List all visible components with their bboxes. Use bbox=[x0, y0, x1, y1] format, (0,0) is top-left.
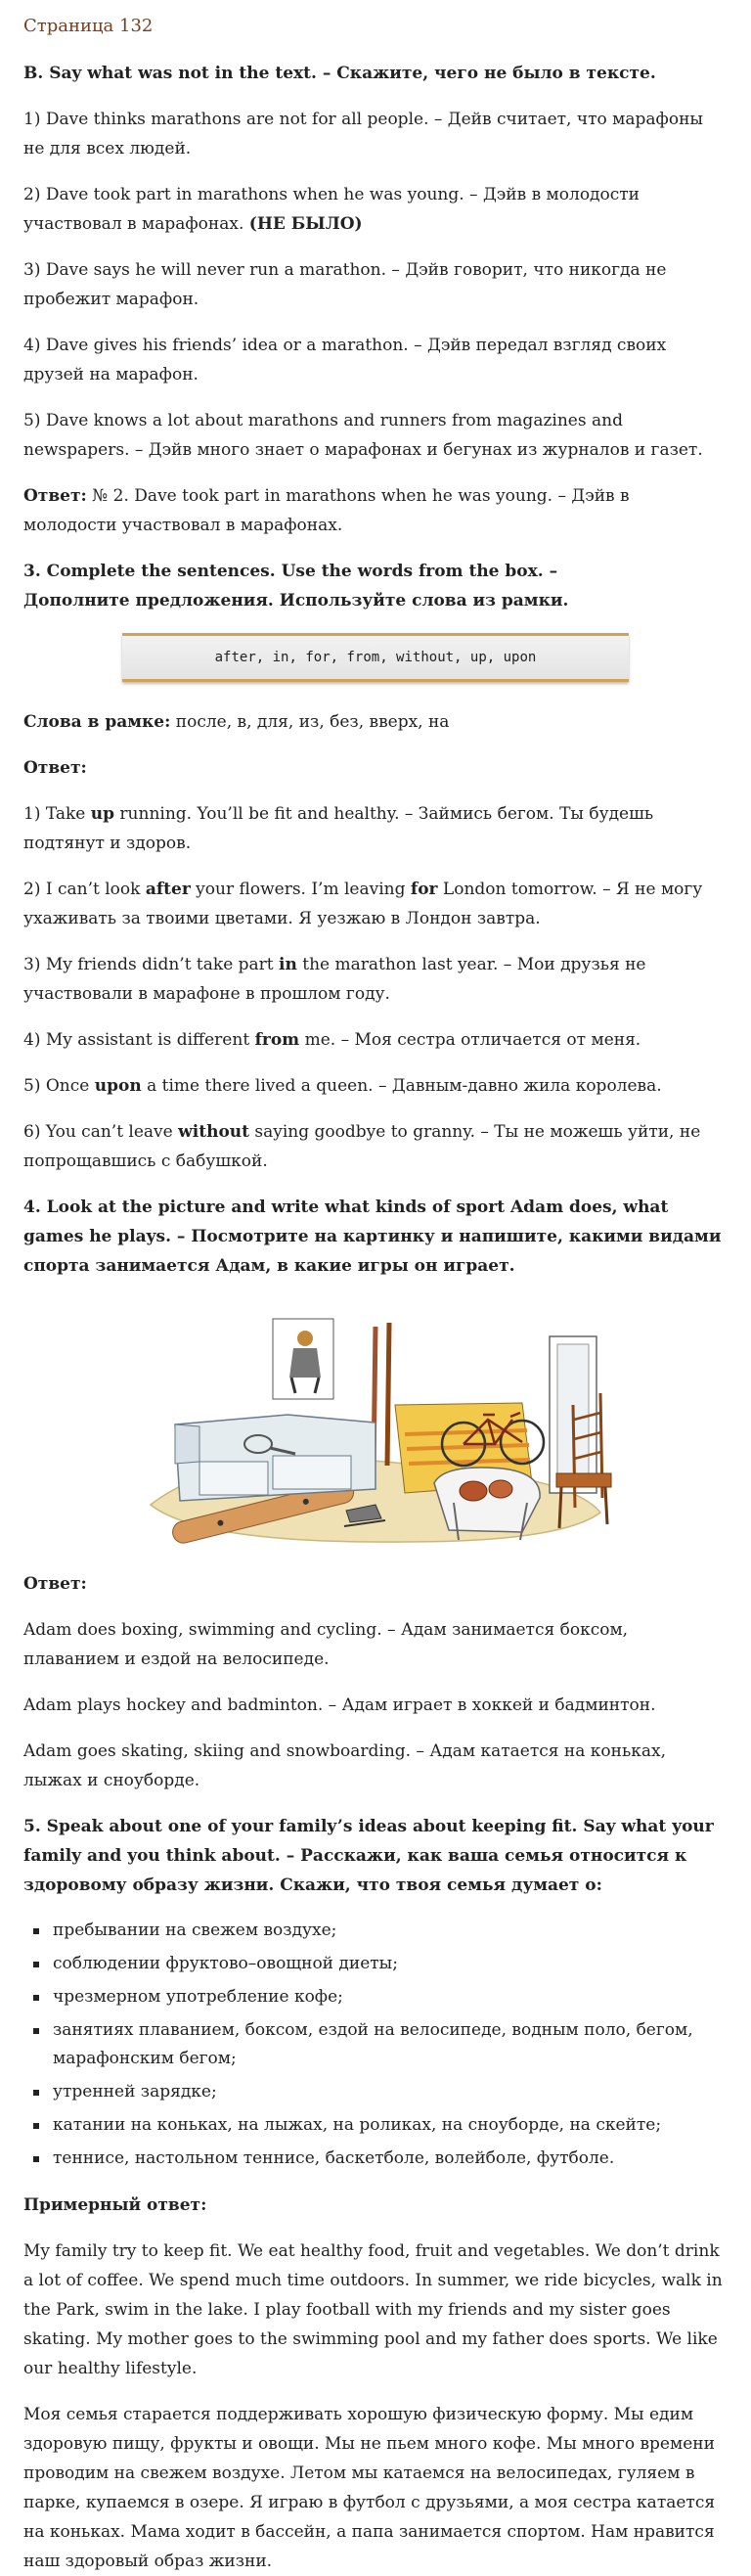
sentence-answer-word: without bbox=[178, 1122, 249, 1142]
section-3-heading bbox=[23, 557, 728, 615]
section-b-heading: B. Say what was not in the text. – Скажите, чего не было в тексте. bbox=[23, 64, 656, 83]
sentence-part: 3) My friends didn’t take part bbox=[23, 955, 280, 974]
sentence-part: 5) Once bbox=[23, 1076, 95, 1096]
sentence-answer-word: after bbox=[145, 880, 191, 899]
sentence-part: London tomorrow. – Я не могу ухаживать за твоими цветами. Я уезжаю в Лондон завтра. bbox=[23, 880, 703, 928]
section-5-heading: 5. Speak about one of your family’s ideas about keeping fit. Say what your family and you think about. – Расскажи, как ваша семья относится к здоровому образу жизни. Скажи, что твоя семья думает о: bbox=[23, 1817, 714, 1895]
section-4-heading: 4. Look at the picture and write what kinds of sport Adam does, what games he plays. – Посмотрите на картинку и напишите, какими видами спорта занимается Адам, в какие игры он играет. bbox=[23, 1198, 722, 1276]
section-b-answer-text: № 2. Dave took part in marathons when he was young. – Дэйв в молодости участвовал в марафонах. bbox=[23, 486, 630, 535]
section-5-bullet-list bbox=[23, 1917, 728, 2173]
section-b-item-2 bbox=[23, 180, 728, 239]
sentence-part: 1) Take bbox=[23, 804, 91, 824]
sentence-answer-word: upon bbox=[94, 1076, 142, 1096]
section-b-item-4: 4) Dave gives his friends’ idea or a marathon. – Дэйв передал взгляд своих друзей на марафон. bbox=[23, 336, 667, 384]
section-4-answer-label bbox=[23, 1569, 728, 1599]
sentence-5 bbox=[23, 1071, 728, 1101]
section-b-item-3: 3) Dave says he will never run a marathon. – Дэйв говорит, что никогда не пробежит марафон. bbox=[23, 260, 667, 309]
list-item: соблюдении фруктово–овощной диеты; bbox=[53, 1950, 728, 1978]
sentence-part: your flowers. I’m leaving bbox=[190, 880, 411, 899]
sample-answer-ru: Моя семья старается поддерживать хорошую физическую форму. Мы едим здоровую пищу, фрукты и овощи. Мы не пьем много кофе. Мы много времени проводим на свежем воздухе. Летом мы катаемся на велосипедах, гуляем в парке, купаемся в озере. Я играю в футбол с друзьями, а моя сестра катается на коньках. Мама ходит в бассейн, а папа занимается спортом. Нам нравится наш здоровый образ жизни. bbox=[23, 2405, 716, 2571]
section-b-item-2-text: 2) Dave took part in marathons when he was young. – Дэйв в молодости участвовал в марафонах. bbox=[23, 185, 641, 234]
section-3-answer-label bbox=[23, 753, 728, 783]
box-translation-text: после, в, для, из, без, вверх, на bbox=[170, 712, 450, 732]
box-translation bbox=[23, 707, 728, 737]
sentence-4 bbox=[23, 1025, 728, 1055]
sample-label: Примерный ответ: bbox=[23, 2195, 207, 2215]
section-b-item-1: 1) Dave thinks marathons are not for all people. – Дейв считает, что марафоны не для всех людей. bbox=[23, 110, 703, 158]
section-4-answer-3: Adam goes skating, skiing and snowboarding. – Адам катается на коньках, лыжах и сноуборде. bbox=[23, 1741, 666, 1790]
sentence-answer-word: for bbox=[410, 880, 438, 899]
sentence-part: running. You’ll be fit and healthy. – Займись бегом. Ты будешь подтянут и здоров. bbox=[23, 804, 654, 853]
box-translation-label: Слова в рамке: bbox=[23, 712, 171, 732]
list-item: пребывании на свежем воздухе; bbox=[53, 1917, 728, 1945]
illustration-wrap bbox=[23, 1297, 728, 1550]
section-4-answer-1: Adam does boxing, swimming and cycling. – Адам занимается боксом, плаванием и ездой на велосипеде. bbox=[23, 1620, 629, 1669]
section-3-heading-line1: 3. Complete the sentences. Use the words from the box. – bbox=[23, 562, 558, 581]
sentence-answer-word: in bbox=[279, 955, 297, 974]
sentence-part: the marathon last year. – Мои друзья не участвовали в марафоне в прошлом году. bbox=[23, 955, 646, 1004]
section-4-answer-2: Adam plays hockey and badminton. – Адам играет в хоккей и бадминтон. bbox=[23, 1695, 656, 1715]
sentence-answer-word: from bbox=[254, 1030, 300, 1050]
section-b-answer-label: Ответ: bbox=[23, 486, 87, 506]
list-item: занятиях плаванием, боксом, ездой на велосипеде, водным поло, бегом, марафонским бегом; bbox=[53, 2016, 728, 2073]
sample-answer-label bbox=[23, 2191, 728, 2220]
section-b-item-5: 5) Dave knows a lot about marathons and runners from magazines and newspapers. – Дэйв много знает о марафонах и бегунах из журналов и газет. bbox=[23, 411, 703, 460]
section-3-heading-line2: Дополните предложения. Используйте слова из рамки. bbox=[23, 591, 569, 610]
sentence-1 bbox=[23, 799, 728, 858]
sentence-part: a time there lived a queen. – Давным-давно жила королева. bbox=[141, 1076, 662, 1096]
sentence-part: 4) My assistant is different bbox=[23, 1030, 255, 1050]
adam-room-illustration bbox=[111, 1297, 640, 1550]
list-item: утренней зарядке; bbox=[53, 2078, 728, 2106]
section-b-answer bbox=[23, 481, 728, 540]
sentence-part: me. – Моя сестра отличается от меня. bbox=[299, 1030, 641, 1050]
page-title: Страница 132 bbox=[23, 16, 154, 36]
sentence-2 bbox=[23, 875, 728, 933]
list-item: чрезмерном употребление кофе; bbox=[53, 1983, 728, 2011]
list-item: катании на коньках, на лыжах, на роликах, на сноуборде, на скейте; bbox=[53, 2111, 728, 2140]
list-item: теннисе, настольном теннисе, баскетболе, волейболе, футболе. bbox=[53, 2145, 728, 2173]
sentence-part: saying goodbye to granny. – Ты не можешь уйти, не попрощавшись с бабушкой. bbox=[23, 1122, 701, 1171]
sentence-part: 2) I can’t look bbox=[23, 880, 146, 899]
answer-label: Ответ: bbox=[23, 758, 87, 778]
sentence-answer-word: up bbox=[90, 804, 115, 824]
section-b-item-2-mark: (НЕ БЫЛО) bbox=[248, 214, 363, 234]
sentence-part: 6) You can’t leave bbox=[23, 1122, 179, 1142]
sentence-6 bbox=[23, 1117, 728, 1176]
word-box: after, in, for, from, without, up, upon bbox=[122, 633, 629, 682]
sample-answer-en: My family try to keep fit. We eat healthy food, fruit and vegetables. We don’t drink a lot of coffee. We spend much time outdoors. In summer, we ride bicycles, walk in the Park, swim in the lake. I play football with my friends and my sister goes skating. My mother goes to the swimming pool and my father does sports. We like our healthy lifestyle. bbox=[23, 2241, 723, 2378]
sentence-3 bbox=[23, 950, 728, 1009]
word-box-wrap bbox=[23, 633, 728, 682]
answer-label: Ответ: bbox=[23, 1574, 87, 1594]
